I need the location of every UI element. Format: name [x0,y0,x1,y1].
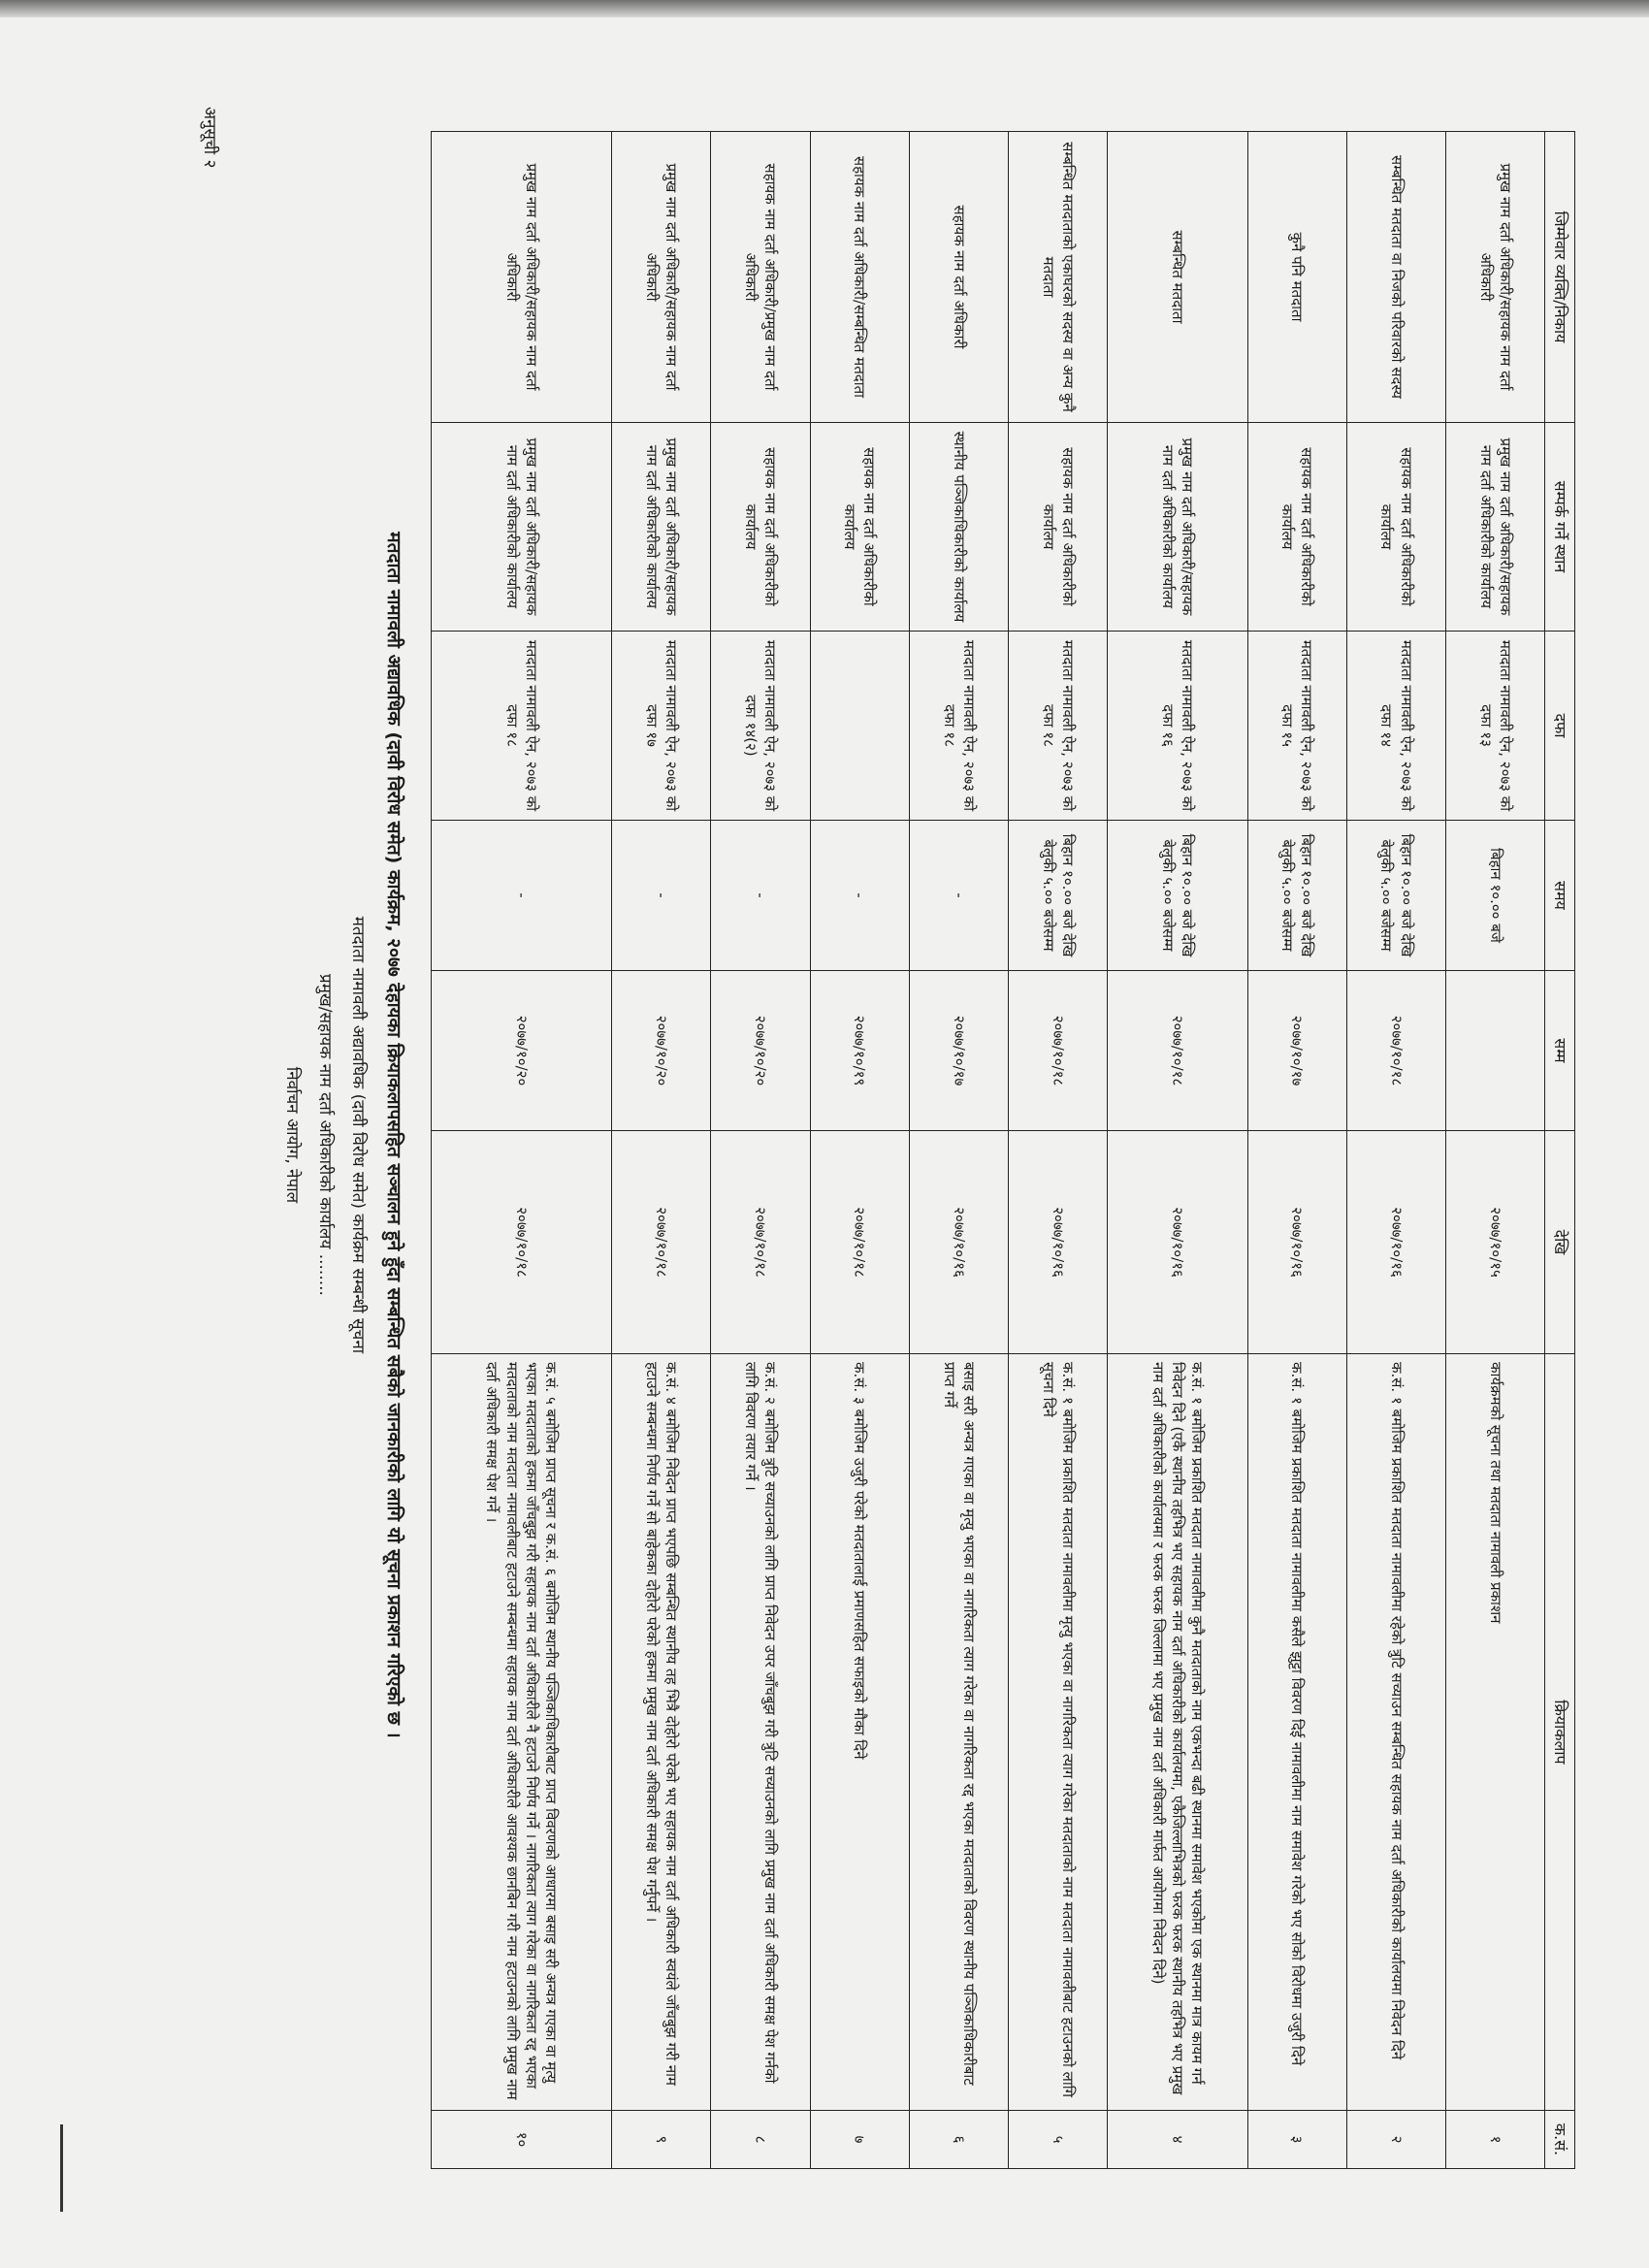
cell-contact: प्रमुख नाम दर्ता अधिकारी/सहायक नाम दर्ता अधिकारीको कार्यालय [1108,423,1247,632]
cell-contact: स्थानीय पञ्जिकाधिकारीको कार्यालय [909,423,1008,632]
cell-responsible: सम्बन्धित मतदाता [1108,132,1247,423]
cell-time: - [432,821,612,971]
cell-to: २०७७/१०/१७ [1247,971,1346,1131]
schedule-table [431,131,1575,2169]
scan-mark [60,2124,63,2212]
cell-section [810,632,909,821]
cell-activity: क.सं. १ बमोजिम प्रकाशित मतदाता नामावलीमा मृत्यु भएका वा नागरिकता त्याग गरेका मतदाताको नाम मतदाता नामावलीबाट हटाउनको लागि सूचना दिने [1009,1354,1108,2111]
cell-section: मतदाता नामावली ऐन, २०७३ को दफा १८ [909,632,1008,821]
cell-from: २०७७/१०/१६ [909,1131,1008,1354]
cell-time: बिहान १०.०० बजे देखि बेलुकी ५.०० बजेसम्म [1108,821,1247,971]
cell-contact: प्रमुख नाम दर्ता अधिकारी/सहायक नाम दर्ता अधिकारीको कार्यालय [1446,423,1545,632]
table-row [432,132,612,2169]
table-row [1446,132,1545,2169]
cell-sn: ४ [1108,2111,1247,2169]
cell-section: मतदाता नामावली ऐन, २०७३ को दफा १३ [1446,632,1545,821]
cell-to: २०७७/१०/१८ [1108,971,1247,1131]
cell-to [1446,971,1545,1131]
col-sn: क.सं. [1545,2111,1575,2169]
cell-to: २०७७/१०/१९ [810,971,909,1131]
cell-to: २०७७/१०/२० [612,971,711,1131]
cell-section: मतदाता नामावली ऐन, २०७३ को दफा १६ [1108,632,1247,821]
cell-responsible: प्रमुख नाम दर्ता अधिकारी/सहायक नाम दर्ता अधिकारी [612,132,711,423]
cell-activity: क.सं. २ बमोजिम त्रुटि सच्याउनको लागि प्राप्त निवेदन उपर जाँचबुझ गरी त्रुटि सच्याउनको लागि प्रमुख नाम दर्ता अधिकारी समक्ष पेश गर्नको लागि विवरण तयार गर्ने । [711,1354,810,2111]
cell-activity: बसाइ सरी अन्यत्र गएका वा मृत्यु भएका वा नागरिकता त्याग गरेका वा नागरिकता रद्द भएका मतदाताको विवरण स्थानीय पञ्जिकाधिकारीबाट प्राप्त गर्ने [909,1354,1008,2111]
header-notice: मतदाता नामावली अद्यावधिक (दावी विरोध समेत) कार्यक्रम, २०७७ देहायका क्रियाकलापसहित सञ्चालन हुने हुँदा सम्बन्धित सबैको जानकारीको लागि यो सूचना प्रकाशन गरिएको छ । [383,532,404,1738]
cell-section: मतदाता नामावली ऐन, २०७३ को दफा १७ [612,632,711,821]
cell-section: मतदाता नामावली ऐन, २०७३ को दफा १८ [1009,632,1108,821]
header-subject: मतदाता नामावली अद्यावधिक (दावी विरोध समेत) कार्यक्रम सम्बन्धी सूचना [348,916,368,1354]
cell-section: मतदाता नामावली ऐन, २०७३ को दफा १४(२) [711,632,810,821]
cell-contact: प्रमुख नाम दर्ता अधिकारी/सहायक नाम दर्ता अधिकारीको कार्यालय [432,423,612,632]
cell-from: २०७७/१०/१५ [1446,1131,1545,1354]
cell-responsible: सम्बन्धित मतदाताको एकाघरको सदस्य वा अन्य कुनै मतदाता [1009,132,1108,423]
cell-to: २०७७/१०/२० [711,971,810,1131]
cell-time: - [810,821,909,971]
table-row [1108,132,1247,2169]
cell-to: २०७७/१०/२० [432,971,612,1131]
cell-contact: सहायक नाम दर्ता अधिकारीको कार्यालय [1346,423,1445,632]
col-section: दफा [1545,632,1575,821]
cell-time: - [711,821,810,971]
cell-responsible: प्रमुख नाम दर्ता अधिकारी/सहायक नाम दर्ता अधिकारी [432,132,612,423]
cell-from: २०७७/१०/१६ [1108,1131,1247,1354]
scan-shadow [0,0,1649,17]
cell-activity: क.सं. १ बमोजिम प्रकाशित मतदाता नामावलीमा कुनै मतदाताको नाम एकभन्दा बढी स्थानमा समावेश भएकोमा एक स्थानमा मात्र कायम गर्न निवेदन दिने (एकै स्थानीय तहभित्र भए सहायक नाम दर्ता अधिकारीको कार्यालयमा, एकैजिल्लाभित्रको फरक फरक स्थानीय तहभित्र भए प्रमुख नाम दर्ता अधिकारीको कार्यालयमा र फरक फरक जिल्लामा भए प्रमुख नाम दर्ता अधिकारी मार्फत आयोगमा निवेदन दिने) [1108,1354,1247,2111]
cell-sn: ८ [711,2111,810,2169]
cell-from: २०७७/१०/१६ [1009,1131,1108,1354]
col-to: सम्म [1545,971,1575,1131]
table-header-row [1545,132,1575,2169]
cell-from: २०७७/१०/१८ [612,1131,711,1354]
cell-from: २०७७/१०/१६ [1346,1131,1445,1354]
cell-time: बिहान १०.०० बजे देखि बेलुकी ५.०० बजेसम्म [1247,821,1346,971]
rotated-document [120,39,1633,2231]
cell-activity: क.सं. १ बमोजिम प्रकाशित मतदाता नामावलीमा कसैले झुट्टा विवरण दिई नामावलीमा नाम समावेश गरेको भए सोको विरोधमा उजुरी दिने [1247,1354,1346,2111]
cell-activity: क.सं. ५ बमोजिम प्राप्त सूचना र क.सं. ६ बमोजिम स्थानीय पञ्जिकाधिकारीबाट प्राप्त विवरणको आधारमा बसाइ सरी अन्यत्र गएका वा मृत्यु भएका मतदाताको हकमा जाँचबुझ गरी सहायक नाम दर्ता अधिकारीले नै हटाउने निर्णय गर्ने । नागरिकता त्याग गरेका वा नागरिकता रद्द भएका मतदाताको नाम मतदाता नामावलीबाट हटाउने सम्बन्धमा सहायक नाम दर्ता अधिकारीले आवश्यक छानबिन गरी नाम हटाउनको लागि प्रमुख नाम दर्ता अधिकारी समक्ष पेश गर्ने । [432,1354,612,2111]
header-office: प्रमुख/सहायक नाम दर्ता अधिकारीको कार्यालय ........ [315,974,335,1296]
cell-time: बिहान १०.०० बजे देखि बेलुकी ५.०० बजेसम्म [1346,821,1445,971]
cell-sn: ५ [1009,2111,1108,2169]
cell-time: बिहान १०.०० बजे [1446,821,1545,971]
cell-to: २०७७/१०/१७ [909,971,1008,1131]
table-row [1009,132,1108,2169]
cell-responsible: सहायक नाम दर्ता अधिकारी/सम्बन्धित मतदाता [810,132,909,423]
cell-sn: २ [1346,2111,1445,2169]
cell-to: २०७७/१०/१८ [1009,971,1108,1131]
cell-activity: क.सं. ३ बमोजिम उजुरी परेको मतदातालाई प्रमाणसहित सफाइको मौका दिने [810,1354,909,2111]
header-org: निर्वाचन आयोग, नेपाल [282,1066,302,1204]
cell-contact: सहायक नाम दर्ता अधिकारीको कार्यालय [1247,423,1346,632]
col-activity: क्रियाकलाप [1545,1354,1575,2111]
table-row [909,132,1008,2169]
col-responsible: जिम्मेवार व्यक्ति/निकाय [1545,132,1575,423]
cell-sn: १ [1446,2111,1545,2169]
cell-responsible: सहायक नाम दर्ता अधिकारी [909,132,1008,423]
cell-sn: ३ [1247,2111,1346,2169]
cell-sn: ९ [612,2111,711,2169]
cell-time: - [909,821,1008,971]
table-row [1247,132,1346,2169]
cell-from: २०७७/१०/१६ [1247,1131,1346,1354]
cell-from: २०७७/१०/१८ [810,1131,909,1354]
cell-time: बिहान १०.०० बजे देखि बेलुकी ५.०० बजेसम्म [1009,821,1108,971]
cell-section: मतदाता नामावली ऐन, २०७३ को दफा १८ [432,632,612,821]
cell-responsible: कुनै पनि मतदाता [1247,132,1346,423]
cell-sn: १० [432,2111,612,2169]
table-row [1346,132,1445,2169]
cell-sn: ७ [810,2111,909,2169]
cell-from: २०७७/१०/१८ [432,1131,612,1354]
table-row [810,132,909,2169]
cell-to: २०७७/१०/१८ [1346,971,1445,1131]
table-row [612,132,711,2169]
cell-time: - [612,821,711,971]
cell-activity: क.सं. १ बमोजिम प्रकाशित मतदाता नामावलीमा रहेको त्रुटि सच्याउन सम्बन्धित सहायक नाम दर्ता अधिकारीको कार्यालयमा निवेदन दिने [1346,1354,1445,2111]
cell-activity: कार्यक्रमको सूचना तथा मतदाता नामावली प्रकाशन [1446,1354,1545,2111]
col-time: समय [1545,821,1575,971]
col-from: देखि [1545,1131,1575,1354]
cell-from: २०७७/१०/१८ [711,1131,810,1354]
cell-section: मतदाता नामावली ऐन, २०७३ को दफा १४ [1346,632,1445,821]
cell-responsible: सम्बन्धित मतदाता वा निजको परिवारको सदस्य [1346,132,1445,423]
cell-contact: प्रमुख नाम दर्ता अधिकारी/सहायक नाम दर्ता अधिकारीको कार्यालय [612,423,711,632]
table-row [711,132,810,2169]
cell-contact: सहायक नाम दर्ता अधिकारीको कार्यालय [1009,423,1108,632]
col-contact: सम्पर्क गर्ने स्थान [1545,423,1575,632]
cell-responsible: प्रमुख नाम दर्ता अधिकारी/सहायक नाम दर्ता अधिकारी [1446,132,1545,423]
cell-responsible: सहायक नाम दर्ता अधिकारी/प्रमुख नाम दर्ता अधिकारी [711,132,810,423]
cell-section: मतदाता नामावली ऐन, २०७३ को दफा १५ [1247,632,1346,821]
cell-sn: ६ [909,2111,1008,2169]
cell-activity: क.सं. ४ बमोजिम निवेदन प्राप्त भएपछि सम्बन्धित स्थानीय तह भित्रै दोहोरो परेको भए सहायक नाम दर्ता अधिकारी स्वयंले जाँचबुझ गरी नाम हटाउने सम्बन्धमा निर्णय गर्ने सो बाहेकका दोहोरो परेको हकमा प्रमुख नाम दर्ता अधिकारी समक्ष पेश गर्नुपर्ने । [612,1354,711,2111]
annex-label: अनुसूची २ [200,107,219,169]
cell-contact: सहायक नाम दर्ता अधिकारीको कार्यालय [810,423,909,632]
cell-contact: सहायक नाम दर्ता अधिकारीको कार्यालय [711,423,810,632]
